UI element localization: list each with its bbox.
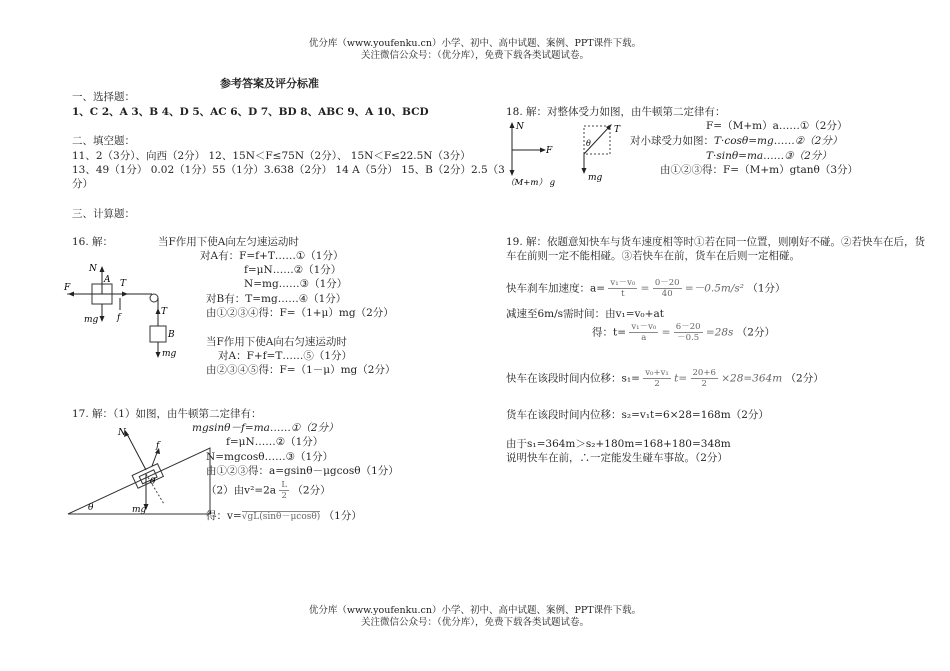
q16-n-eq: N=mg……③（1分）	[244, 278, 348, 290]
q18-arrow-g-head	[510, 170, 515, 176]
q17-label-mg: mg	[132, 505, 147, 515]
section3-heading: 三、计算题：	[72, 208, 135, 220]
q19-displacement-2: 货车在该段时间内位移：s₂=v₁t=6×28=168m（2分）	[506, 409, 769, 421]
q19-time-frac-1-den: a	[641, 333, 647, 343]
q19-time-frac-2	[674, 322, 703, 343]
section1-answers: 1、C 2、A 3、B 4、D 5、AC 6、D 7、BD 8、ABC 9、A 10、BCD	[72, 106, 429, 118]
q19-disp1-frac-2	[691, 368, 718, 389]
q16-label-t: T	[120, 279, 127, 289]
q19-text-2: 车在前则一定不能相碰。③若快车在前，货车在后则一定相碰。	[506, 250, 800, 262]
q17-eq4: 由①②③得：a=gsinθ－μgcosθ（1分）	[206, 465, 399, 477]
section2-line-1: 11、2（3分）、向西（2分） 12、15N＜F≤75N（2分）、 15N＜F≤22.5N（3分）	[72, 150, 471, 162]
q18-eq3: T·sinθ=ma……③（2分）	[706, 150, 832, 162]
page-title: 参考答案及评分标准	[220, 77, 319, 90]
q18-label-t: T	[614, 125, 621, 135]
q18-eq1: F=（M+m）a……①（2分）	[706, 120, 848, 132]
q19-acceleration: 快车刹车加速度：a= $\frac{\text{v₁－v₀}}{t}$ = $\frac{0-20}{40}$ =－0.5m/s² （1分）	[506, 278, 786, 299]
q16-label-f: F	[64, 283, 71, 293]
section2-heading: 二、填空题：	[72, 135, 135, 147]
q16-label-a: A	[104, 275, 111, 285]
q18-eq2-body: T·cosθ=mg……②（2分）	[714, 135, 843, 147]
q18-label-mg: mg	[588, 173, 603, 182]
q17-label: 17. 解：（1）如图，由牛顿第二定律有：	[72, 408, 262, 420]
q17-eq2: f=μN……②（1分）	[226, 436, 324, 448]
q18-figure-1	[500, 118, 570, 190]
q17-label-theta-1: θ	[150, 477, 156, 487]
q16-f-eq: f=μN……②（1分）	[244, 264, 342, 276]
q17-result-expr: gL(sinθ－μcosθ)	[247, 512, 321, 522]
q19-time-frac-2-den: －0.5	[677, 333, 700, 343]
q16-label-t2: T	[161, 307, 168, 317]
q16-for-b: 对B有：T=mg……④（1分）	[206, 293, 347, 305]
q19-disp1-frac-1-num: v₀+v₁	[645, 368, 669, 378]
q18-result: 由①②③得：F=（M+m）gtanθ（3分）	[660, 164, 859, 176]
q19-time-result: =28s	[705, 326, 734, 339]
q19-time-prefix: 得：t=	[592, 326, 627, 339]
q19-accel-frac-2-den: 40	[661, 289, 673, 299]
q17-block-group	[132, 464, 163, 489]
q17-eq3: N=mgcosθ……③（1分）	[206, 451, 334, 463]
q16-result-1: 由①②③④得：F=（1+μ）mg（2分）	[206, 307, 394, 319]
q18-label-f: F	[546, 146, 553, 156]
q19-accel-frac-2	[653, 278, 682, 299]
q16-figure	[62, 258, 192, 368]
q16-arrow-mg2-head	[156, 352, 161, 358]
q16-for-a: 对A有：F=f+T……①（1分）	[200, 250, 344, 262]
q19-accel-prefix: 快车刹车加速度：a=	[506, 282, 606, 295]
q19-time-score: （2分）	[736, 326, 775, 339]
section2-line-3: 分）	[72, 178, 93, 190]
q16-result-2: 由②③④⑤得：F=（1－μ）mg（2分）	[206, 364, 396, 376]
q16-arrow-mg-head	[100, 316, 105, 322]
q19-accel-frac-1-num: v₁－v₀	[610, 278, 636, 288]
q17-arrow-n	[126, 432, 146, 470]
q17-result-sqrt: √gL(sinθ－μcosθ)	[241, 512, 321, 522]
q16-label-mg2: mg	[162, 349, 177, 359]
q19-accel-result: =－0.5m/s²	[684, 282, 744, 295]
q16-label-mg: mg	[84, 315, 99, 325]
q18-figure-2	[580, 120, 630, 182]
q19-disp1-mid: t=	[674, 372, 688, 385]
q17-result-prefix: 得：v=	[206, 510, 242, 522]
q19-disp1-frac-1-den: 2	[654, 379, 660, 389]
q16-case1: 当F作用下使A向左匀速运动时	[158, 236, 299, 248]
section2-line-2: 13、49（1分） 0.02（1分）55（1分）3.638（2分） 14 A（5分） 15、B（2分）2.5（3	[72, 164, 505, 176]
q17-label-f: f	[156, 441, 160, 451]
q17-part2-den: 2	[281, 491, 287, 501]
q16-case2: 当F作用下使A向右匀速运动时	[206, 336, 347, 348]
q19-compare: 由于s₁=364m＞s₂+180m=168+180=348m	[506, 438, 731, 450]
q16-label-friction: f	[117, 313, 121, 323]
q19-accel-frac-2-num: 0－20	[654, 278, 680, 288]
q19-disp1-result: ×28=364m	[721, 372, 783, 385]
q16-block-b	[150, 326, 166, 342]
q19-displacement-1	[506, 368, 824, 389]
q19-time-frac-2-num: 6－20	[675, 322, 701, 332]
q19-disp1-prefix: 快车在该段时间内位移：s₁=	[506, 372, 640, 385]
q17-result	[206, 508, 362, 523]
q17-eq1: mgsinθ－f=ma……①（2分）	[192, 422, 339, 434]
q19-disp1-frac-2-den: 2	[701, 379, 707, 389]
q17-block	[132, 464, 163, 489]
footer-line-2: 关注微信公众号：（优分库），免费下载各类试题试卷。	[360, 617, 589, 628]
footer-line-1: 优分库（www.youfenku.cn）小学、初中、高中试题、案例、PPT课件下载。	[308, 605, 642, 616]
q19-conclusion: 说明快车在前，∴一定能发生碰车事故。（2分）	[506, 452, 728, 464]
q17-part2-num: L	[281, 480, 288, 490]
q17-part2-fraction	[279, 480, 289, 501]
q16-arrow-n-head	[100, 266, 105, 272]
q16-pulley	[150, 294, 158, 302]
q19-disp1-frac-1	[643, 368, 671, 389]
header-line-2: 关注微信公众号：（优分库），免费下载各类试题试卷。	[360, 50, 589, 61]
q19-text-1: 19. 解：依题意知快车与货车速度相等时①若在同一位置，则刚好不碰。②若快车在后，货	[506, 236, 926, 248]
q16-arrow-t-head	[122, 292, 128, 297]
q18-arrow-n-head	[510, 122, 515, 128]
q17-part2-score: （2分）	[292, 484, 331, 497]
section1-heading: 一、选择题：	[72, 91, 135, 103]
q16-for-a-2: 对A：F+f=T……⑤（1分）	[218, 350, 353, 362]
q19-time-frac-1	[629, 322, 658, 343]
q19-decel-text: 减速至6m/s需时间：由v₁=v₀+at	[506, 308, 664, 320]
q17-label-n: N	[118, 428, 126, 438]
q18-label: 18. 解：对整体受力如图，由牛顿第二定律有：	[506, 106, 726, 118]
q19-disp1-frac-2-num: 20+6	[692, 368, 716, 378]
q16-label-n: N	[89, 264, 97, 274]
q16-label: 16. 解：	[72, 236, 114, 248]
q17-part2-prefix: （2）由v²=2a	[206, 484, 277, 497]
q19-disp1-score: （2分）	[785, 372, 824, 385]
q18-label-n: N	[516, 122, 524, 132]
q18-label-mmg: （M+m） g	[506, 178, 556, 188]
q19-accel-frac-1	[608, 278, 637, 299]
q16-arrow-t2-head	[156, 308, 161, 314]
q17-figure	[64, 422, 214, 518]
q19-accel-score: （1分）	[747, 282, 786, 295]
q18-eq2-prefix: 对小球受力如图：	[630, 135, 714, 147]
q18-label-theta: θ	[586, 139, 591, 148]
q19-accel-frac-1-den: t	[621, 289, 625, 299]
q18-arrow-mg-head	[582, 168, 587, 174]
q16-label-b: B	[168, 330, 175, 340]
q17-result-score: （1分）	[323, 510, 362, 522]
q18-eq2	[630, 133, 842, 148]
q19-time-frac-1-num: v₁－v₀	[631, 322, 657, 332]
header-line-1: 优分库（www.youfenku.cn）小学、初中、高中试题、案例、PPT课件下载。	[308, 38, 642, 49]
q19-time: 得：t= $\frac{\text{v₁－v₀}}{a}$ = $\frac{6-20}{-0.5}$ =28s （2分）	[592, 322, 775, 343]
q17-label-theta-2: θ	[88, 503, 94, 513]
q17-part2	[206, 480, 331, 501]
